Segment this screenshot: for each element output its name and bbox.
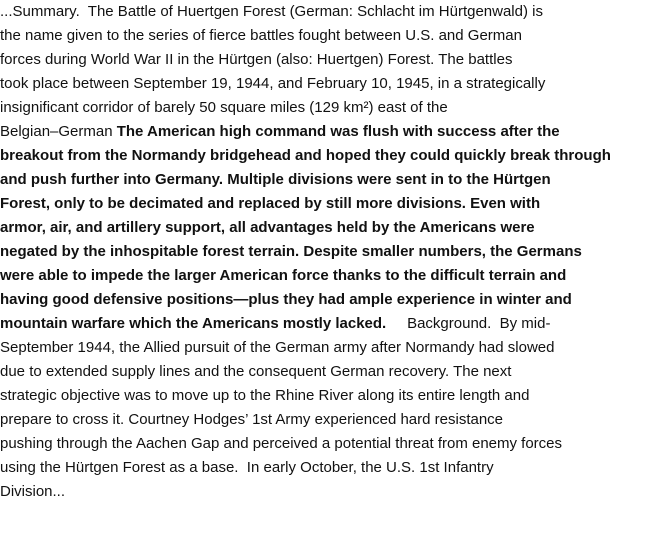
bold-text-segment: mountain warfare which the Americans mostly lacked. [0,315,387,332]
text-line [0,96,650,120]
text-line [0,288,650,312]
bold-text-segment: negated by the inhospitable forest terrain. Despite smaller numbers, the Germans [0,243,582,260]
text-segment: strategic objective was to move up to the Rhine River along its entire length and [0,387,530,404]
text-segment: Background. By mid- [386,315,551,332]
bold-text-segment: and push further into Germany. Multiple divisions were sent in to the Hürtgen [0,171,551,188]
text-line [0,168,650,192]
text-line [0,312,650,336]
text-line [0,144,650,168]
bold-text-segment: Forest, only to be decimated and replaced by still more divisions. Even with [0,195,541,212]
text-line [0,120,650,144]
bold-text-segment: The American high command was flush with success after the [116,123,560,140]
bold-text-segment: armor, air, and artillery support, all advantages held by the Americans were [0,219,535,236]
text-line [0,336,650,360]
text-line [0,48,650,72]
text-segment: prepare to cross it. Courtney Hodges’ 1st Army experienced hard resistance [0,411,504,428]
bold-text-segment: having good defensive positions—plus they had ample experience in winter and [0,291,572,308]
text-segment: insignificant corridor of barely 50 square miles (129 km²) east of the [0,99,448,116]
text-line [0,408,650,432]
text-segment: September 1944, the Allied pursuit of the German army after Normandy had slowed [0,339,555,356]
text-line [0,192,650,216]
text-segment: Belgian–German [0,123,117,140]
text-line [0,72,650,96]
text-segment: took place between September 19, 1944, and February 10, 1945, in a strategically [0,75,546,92]
text-line [0,216,650,240]
text-segment: Division... [0,483,66,500]
text-line [0,384,650,408]
text-segment: using the Hürtgen Forest as a base. In early October, the U.S. 1st Infantry [0,459,494,476]
text-line [0,264,650,288]
text-segment: the name given to the series of fierce battles fought between U.S. and German [0,27,522,44]
text-line [0,360,650,384]
text-segment: ...Summary. The Battle of Huertgen Forest (German: Schlacht im Hürtgenwald) is [0,3,543,20]
text-line [0,240,650,264]
bold-text-segment: breakout from the Normandy bridgehead and hoped they could quickly break through [0,147,611,164]
text-line [0,24,650,48]
text-line [0,480,650,504]
text-line [0,432,650,456]
text-line [0,0,650,24]
text-segment: due to extended supply lines and the consequent German recovery. The next [0,363,512,380]
text-segment: forces during World War II in the Hürtgen (also: Huertgen) Forest. The battles [0,51,513,68]
text-segment: pushing through the Aachen Gap and perceived a potential threat from enemy forces [0,435,563,452]
bold-text-segment: were able to impede the larger American force thanks to the difficult terrain and [0,267,567,284]
text-line [0,456,650,480]
